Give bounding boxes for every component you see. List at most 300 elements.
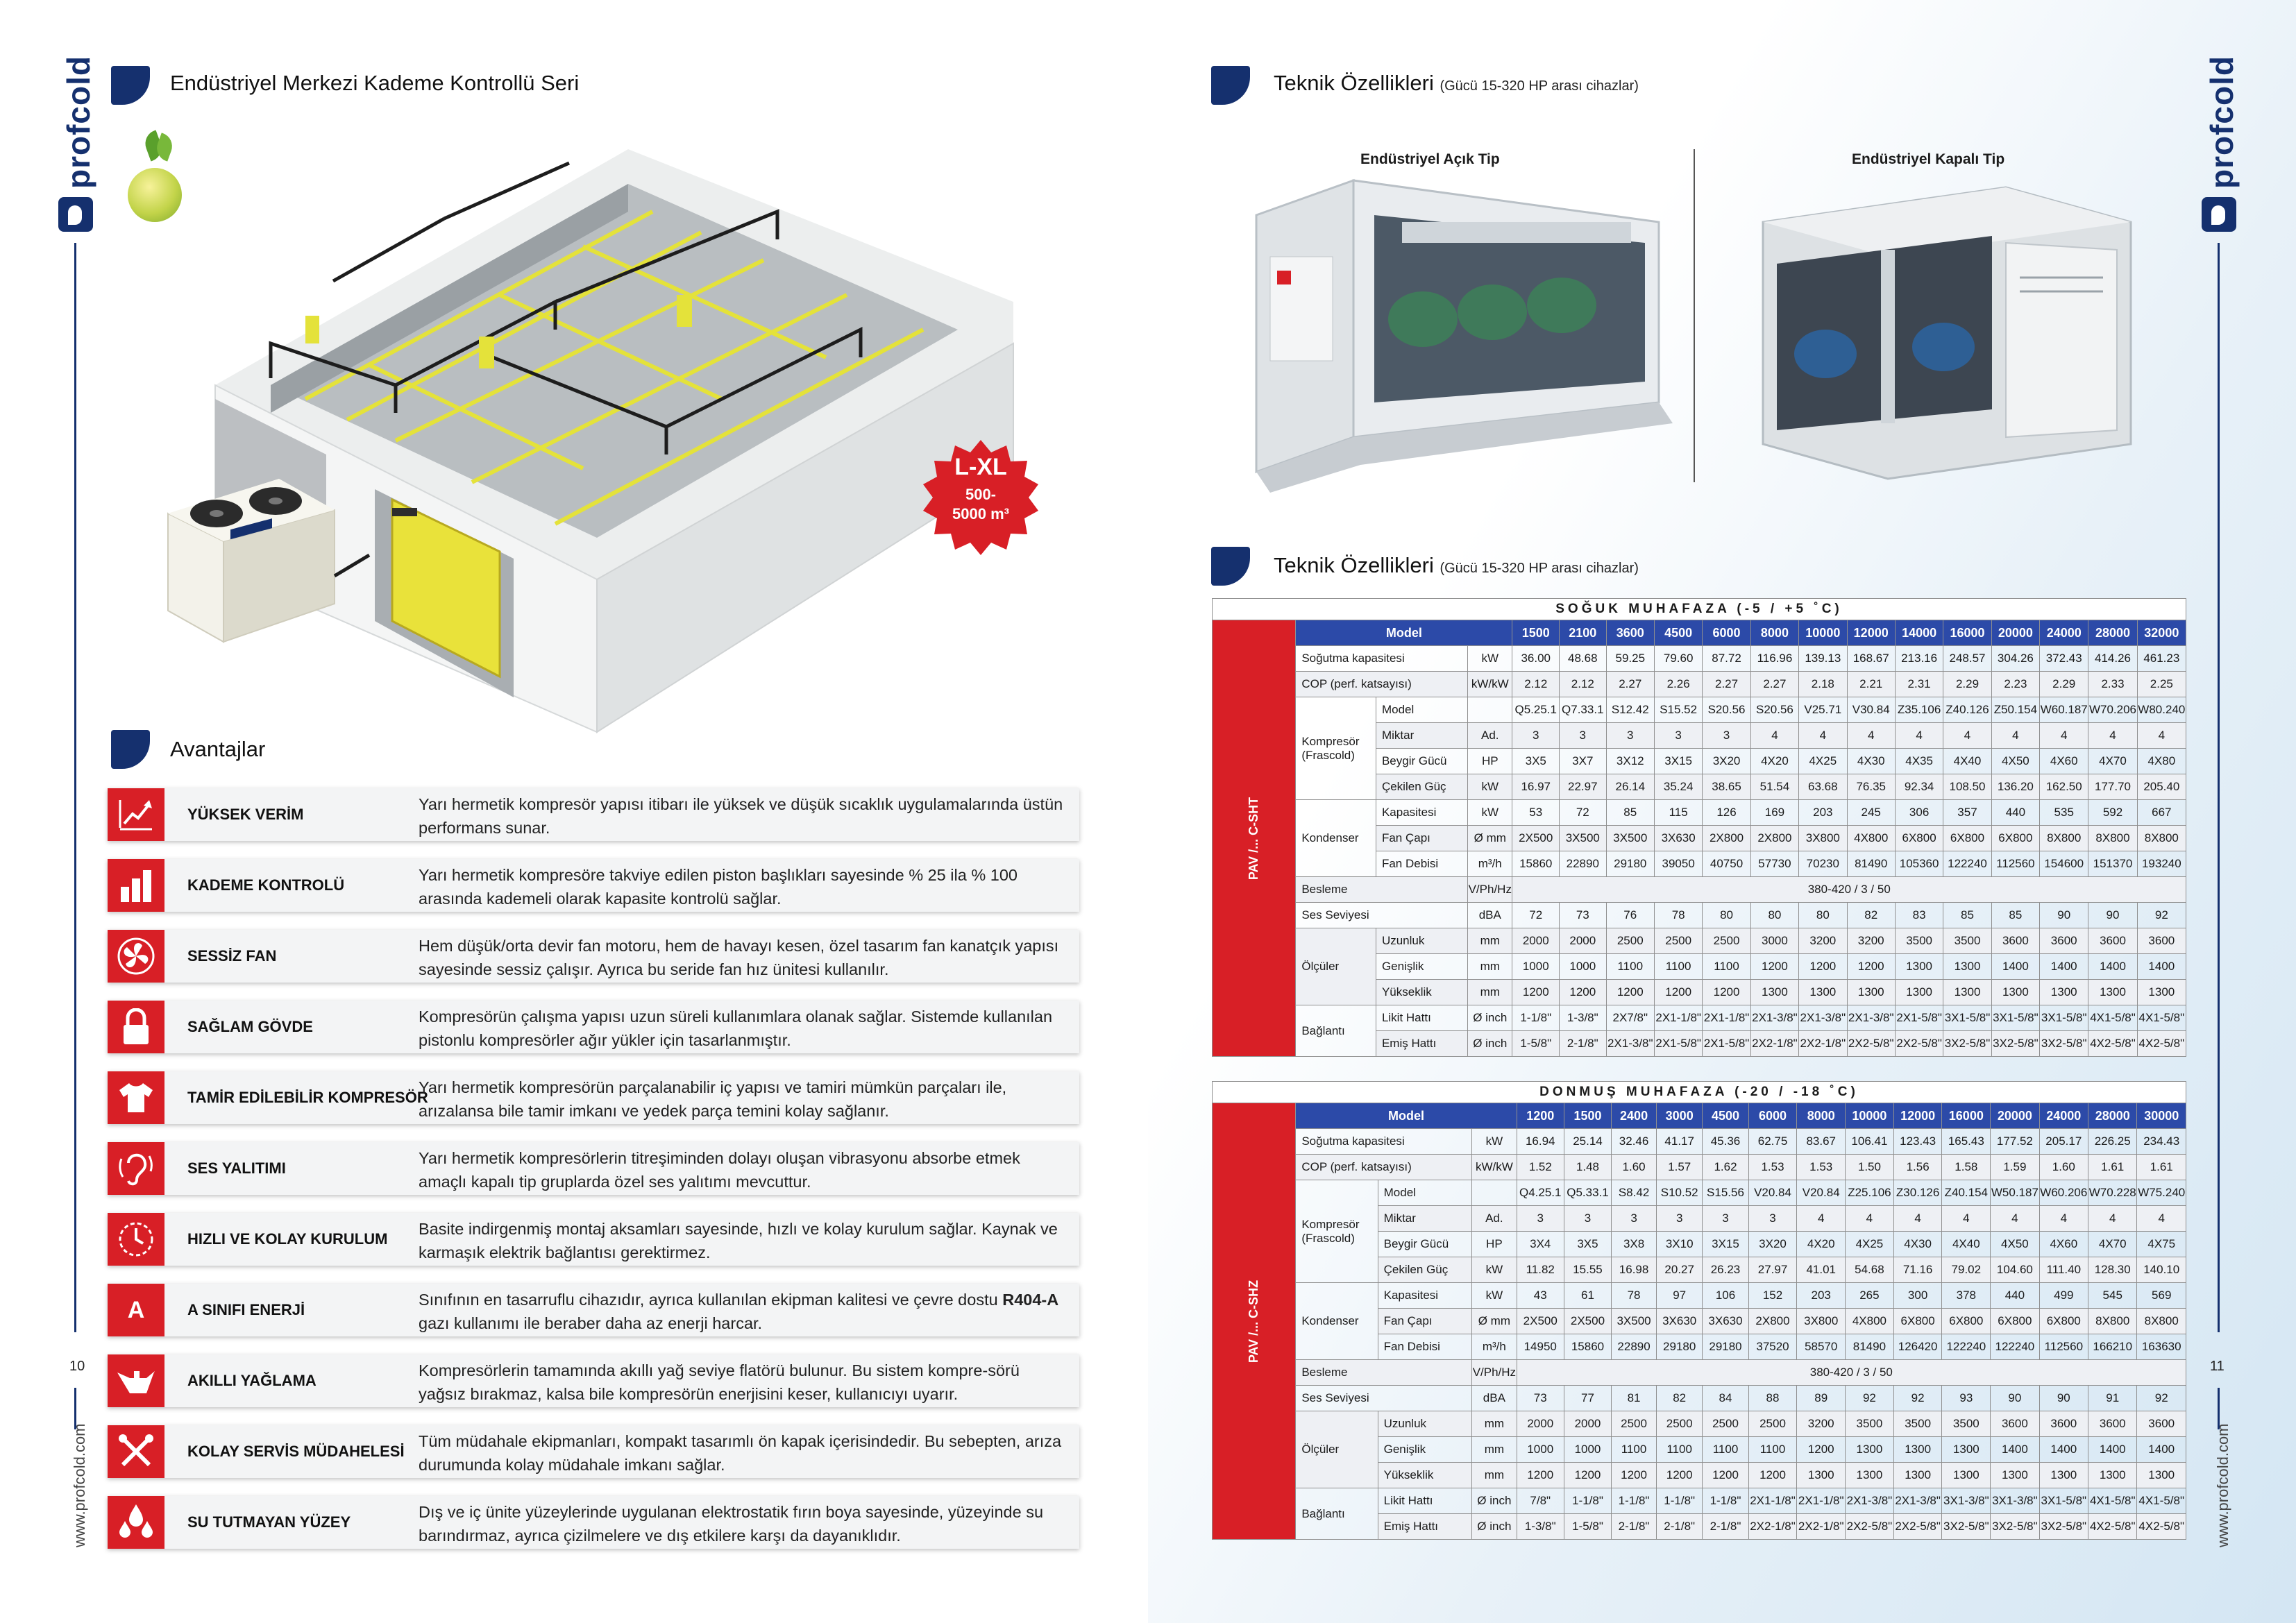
table-cell: 54.68	[1846, 1257, 1894, 1283]
table-cell: 3X500	[1612, 1309, 1657, 1334]
advantage-label: HIZLI VE KOLAY KURULUM	[187, 1230, 388, 1248]
table-cell: 4	[1991, 1206, 2039, 1232]
table-cell: 2X2-5/8"	[1893, 1514, 1942, 1540]
table-cell: 3600	[2137, 1411, 2186, 1437]
table-cell: 97	[1657, 1283, 1703, 1309]
table-cell: 4	[1895, 723, 1943, 749]
table-cell: 22.97	[1560, 774, 1607, 800]
row-group-label: Kondenser	[1296, 1283, 1378, 1360]
table-cell: 3500	[1942, 1411, 1991, 1437]
table-cell: 59.25	[1606, 646, 1654, 672]
table-cell: 1.61	[2088, 1155, 2137, 1180]
table-cell: 1300	[1846, 1463, 1894, 1488]
table-cell: Q4.25.1	[1517, 1180, 1564, 1206]
row-unit: dBA	[1472, 1386, 1517, 1411]
table-cell: 105360	[1895, 851, 1943, 877]
table-cell: 162.50	[2040, 774, 2088, 800]
table-cell: 2X800	[1703, 826, 1750, 851]
table-cell: 2.26	[1654, 672, 1702, 697]
table-cell: 3X630	[1654, 826, 1702, 851]
table-cell: 1100	[1657, 1437, 1703, 1463]
table-cell: 3	[1560, 723, 1607, 749]
table-cell: 3X800	[1797, 1309, 1846, 1334]
table-cell: 3	[1748, 1206, 1797, 1232]
table-cell: 15860	[1512, 851, 1560, 877]
model-column-header: 6000	[1748, 1103, 1797, 1129]
table-cell: 1-1/8"	[1657, 1488, 1703, 1514]
table-cell: 81	[1612, 1386, 1657, 1411]
model-column-header: 4500	[1703, 1103, 1748, 1129]
table-cell: 1200	[1750, 954, 1798, 980]
table-cell: 4X2-5/8"	[2088, 1031, 2137, 1057]
table-row	[1213, 1005, 2186, 1031]
table-cell: 1.58	[1942, 1155, 1991, 1180]
table-cell: 4X2-5/8"	[2137, 1514, 2186, 1540]
refrigerant-name: R404-A	[1002, 1291, 1059, 1309]
row-sublabel: Uzunluk	[1376, 928, 1467, 954]
model-column-header: 14000	[1895, 620, 1943, 646]
table-cell: 205.17	[2039, 1129, 2088, 1155]
table-row	[1213, 1488, 2186, 1514]
page-number-right: 11	[2210, 1359, 2225, 1374]
table-cell: 1300	[1943, 954, 1991, 980]
table-cell: 440	[1991, 1283, 2039, 1309]
table-row	[1213, 672, 2186, 697]
website-url-right: www.profcold.com	[2214, 1423, 2231, 1547]
table-cell: 3	[1564, 1206, 1611, 1232]
table-cell: 4X50	[1991, 1232, 2039, 1257]
table-cell: 80	[1703, 903, 1750, 928]
table-cell: 80	[1799, 903, 1847, 928]
table-cell: 1400	[1991, 1437, 2039, 1463]
table-cell: 76	[1606, 903, 1654, 928]
table-cell: 2X1-5/8"	[1895, 1005, 1943, 1031]
table-cell: 2000	[1517, 1411, 1564, 1437]
table-cell: 4X800	[1847, 826, 1895, 851]
table-cell: 2500	[1612, 1411, 1657, 1437]
table-cell: 372.43	[2040, 646, 2088, 672]
table-cell: 304.26	[1991, 646, 2039, 672]
table-cell: 3X15	[1654, 749, 1702, 774]
table-cell: 3X630	[1703, 1309, 1748, 1334]
tech-subtitle: (Gücü 15-320 HP arası cihazlar)	[1440, 78, 1639, 94]
table-cell: 1300	[1893, 1463, 1942, 1488]
table-cell: 3X2-5/8"	[1942, 1514, 1991, 1540]
table-header-row	[1213, 1103, 2186, 1129]
energy-a-letter: A	[127, 1296, 145, 1323]
table-cell: Z30.126	[1893, 1180, 1942, 1206]
row-sublabel: Fan Debisi	[1376, 851, 1467, 877]
table-cell: 1.60	[1612, 1155, 1657, 1180]
table-cell: 357	[1943, 800, 1991, 826]
table-cell: W70.228	[2088, 1180, 2137, 1206]
table-cell: 3200	[1797, 1411, 1846, 1437]
row-sublabel: Model	[1378, 1180, 1471, 1206]
table-cell: 166210	[2088, 1334, 2137, 1360]
row-unit: HP	[1468, 749, 1512, 774]
table-cell: 2.12	[1512, 672, 1560, 697]
row-sublabel: Kapasitesi	[1378, 1283, 1471, 1309]
table-cell: 4	[2137, 723, 2186, 749]
table-cell: 1.59	[1991, 1155, 2039, 1180]
table-cell: 92	[2137, 1386, 2186, 1411]
row-group-label: Ölçüler	[1296, 928, 1376, 1005]
table-cell: Q7.33.1	[1560, 697, 1607, 723]
table-cell: 3600	[2039, 1411, 2088, 1437]
table-cell: 1-5/8"	[1564, 1514, 1611, 1540]
table-row	[1213, 1386, 2186, 1411]
row-group-label: Kondenser	[1296, 800, 1376, 877]
table-cell: 122240	[1991, 1334, 2039, 1360]
table-cell: 4	[1847, 723, 1895, 749]
open-type-caption: Endüstriyel Açık Tip	[1360, 151, 1500, 167]
table-cell: W70.206	[2088, 697, 2137, 723]
table-cell: 1300	[2137, 980, 2186, 1005]
table-cell: 1300	[1991, 1463, 2039, 1488]
table-cell: 92.34	[1895, 774, 1943, 800]
row-unit: mm	[1472, 1463, 1517, 1488]
table-cell: Q5.25.1	[1512, 697, 1560, 723]
model-column-header: 10000	[1799, 620, 1847, 646]
table-cell: 85	[1943, 903, 1991, 928]
row-label: COP (perf. katsayısı)	[1296, 1155, 1472, 1180]
table-cell: 3500	[1943, 928, 1991, 954]
table-cell: 37520	[1748, 1334, 1797, 1360]
table-cell: 1300	[1942, 1437, 1991, 1463]
table-cell: 126	[1703, 800, 1750, 826]
table-row	[1213, 1360, 2186, 1386]
row-sublabel: Beygir Gücü	[1376, 749, 1467, 774]
table-cell: 378	[1942, 1283, 1991, 1309]
table-cell: 72	[1560, 800, 1607, 826]
table-cell: 1300	[1942, 1463, 1991, 1488]
table-cell: 4X800	[1846, 1309, 1894, 1334]
table-cell: Z35.106	[1895, 697, 1943, 723]
table-cell: 4X20	[1750, 749, 1798, 774]
table-cell: 139.13	[1799, 646, 1847, 672]
table-cell: 4X2-5/8"	[2088, 1514, 2137, 1540]
table-cell: 1400	[2040, 954, 2088, 980]
table-cell: 3X5	[1564, 1232, 1611, 1257]
advantage-desc: Kompresörün çalışma yapısı uzun süreli kullanımlara olanak sağlar. Sistemde kullanılan pistonlu kompresörler ağır yükler için tasarlanmıştır.	[419, 1008, 1053, 1049]
row-label: Soğutma kapasitesi	[1296, 1129, 1472, 1155]
table-header-row	[1213, 620, 2186, 646]
table-cell: 73	[1560, 903, 1607, 928]
table-cell: 4X25	[1846, 1232, 1894, 1257]
row-unit: kW	[1472, 1129, 1517, 1155]
table-cell: 2500	[1657, 1411, 1703, 1437]
row-group-label: Ölçüler	[1296, 1411, 1378, 1488]
table-cell: 2.27	[1750, 672, 1798, 697]
table-cell: 4X20	[1797, 1232, 1846, 1257]
table-row	[1213, 928, 2186, 954]
left-page-title: Endüstriyel Merkezi Kademe Kontrollü Seri	[170, 71, 580, 95]
energy-a-icon	[108, 1284, 164, 1336]
advantage-label: KOLAY SERVİS MÜDAHELESİ	[187, 1443, 405, 1460]
advantage-item	[108, 859, 1079, 912]
table-cell: 29180	[1703, 1334, 1748, 1360]
table-cell: 4X80	[2137, 749, 2186, 774]
table-cell: 2.25	[2137, 672, 2186, 697]
table-cell: 4	[1942, 1206, 1991, 1232]
table-cell: 306	[1895, 800, 1943, 826]
table-cell: 3500	[1846, 1411, 1894, 1437]
table-cell: 4	[2088, 1206, 2137, 1232]
table-cell: 2000	[1512, 928, 1560, 954]
table-cell: 4X1-5/8"	[2137, 1005, 2186, 1031]
row-sublabel: Miktar	[1378, 1206, 1471, 1232]
row-unit: kW/kW	[1472, 1155, 1517, 1180]
model-column-header: 3600	[1606, 620, 1654, 646]
table-cell: S20.56	[1703, 697, 1750, 723]
ear-icon	[108, 1142, 164, 1195]
row-label: Besleme	[1296, 1360, 1472, 1386]
row-span-value: 380-420 / 3 / 50	[1517, 1360, 2186, 1386]
water-drops-icon	[108, 1496, 164, 1549]
row-sublabel: Yükseklik	[1376, 980, 1467, 1005]
row-sublabel: Beygir Gücü	[1378, 1232, 1471, 1257]
table-cell: 1300	[2040, 980, 2088, 1005]
table-cell: 6X800	[1991, 1309, 2039, 1334]
row-unit: kW	[1472, 1257, 1517, 1283]
table-cell: 90	[2040, 903, 2088, 928]
table-cell: 205.40	[2137, 774, 2186, 800]
table-cell: S8.42	[1612, 1180, 1657, 1206]
advantage-label: AKILLI YAĞLAMA	[187, 1372, 316, 1389]
table-cell: 203	[1797, 1283, 1846, 1309]
model-column-header: 30000	[2137, 1103, 2186, 1129]
table-cell: 3500	[1895, 928, 1943, 954]
table-cell: 4X70	[2088, 1232, 2137, 1257]
table-cell: 248.57	[1943, 646, 1991, 672]
advantage-desc: Hem düşük/orta devir fan motoru, hem de havayı kesen, özel tasarım fan kanatçık yapısı sayesinde sessiz çalışır. Ayrıca bu seride fan hız ünitesi kullanılır.	[419, 937, 1059, 978]
table-cell: 4X75	[2137, 1232, 2186, 1257]
table-cell: 3	[1612, 1206, 1657, 1232]
row-unit: Ø inch	[1472, 1488, 1517, 1514]
row-unit: V/Ph/Hz	[1472, 1360, 1517, 1386]
table-cell: 1400	[2137, 954, 2186, 980]
model-column-header: 8000	[1750, 620, 1798, 646]
table-cell: 3000	[1750, 928, 1798, 954]
table-cell: 2X1-3/8"	[1846, 1488, 1894, 1514]
clock-icon	[108, 1213, 164, 1266]
table-cell: 1200	[1797, 1437, 1846, 1463]
table-cell: 15.55	[1564, 1257, 1611, 1283]
table-cell: 4X40	[1943, 749, 1991, 774]
table-cell: 2X2-1/8"	[1797, 1514, 1846, 1540]
row-sublabel: Model	[1376, 697, 1467, 723]
row-unit: kW	[1468, 800, 1512, 826]
table-cell: 2000	[1560, 928, 1607, 954]
table-cell: 592	[2088, 800, 2137, 826]
model-column-header: 24000	[2039, 1103, 2088, 1129]
advantage-label: SU TUTMAYAN YÜZEY	[187, 1513, 351, 1531]
table-cell: V30.84	[1847, 697, 1895, 723]
brand-name-right: profcold	[2204, 56, 2240, 189]
table-cell: 20.27	[1657, 1257, 1703, 1283]
table-cell: 112560	[2039, 1334, 2088, 1360]
row-sublabel: Uzunluk	[1378, 1411, 1471, 1437]
table-cell: V20.84	[1797, 1180, 1846, 1206]
table-cell: 82	[1847, 903, 1895, 928]
row-unit	[1472, 1180, 1517, 1206]
advantage-item	[108, 1425, 1079, 1478]
table-row	[1213, 1411, 2186, 1437]
table-cell: 193240	[2137, 851, 2186, 877]
table-cell: 16.98	[1612, 1257, 1657, 1283]
model-header: Model	[1296, 1103, 1517, 1129]
table-cell: 26.23	[1703, 1257, 1748, 1283]
table-cell: 128.30	[2088, 1257, 2137, 1283]
table-cell: 1.53	[1748, 1155, 1797, 1180]
table-cell: 11.82	[1517, 1257, 1564, 1283]
table-row	[1213, 1129, 2186, 1155]
row-label: Besleme	[1296, 877, 1468, 903]
table-cell: 2X2-1/8"	[1748, 1514, 1797, 1540]
row-group-label: Bağlantı	[1296, 1005, 1376, 1057]
table-cell: 89	[1797, 1386, 1846, 1411]
table-cell: 154600	[2040, 851, 2088, 877]
table-cell: 123.43	[1893, 1129, 1942, 1155]
table-cell: 177.52	[1991, 1129, 2039, 1155]
table-cell: 1.57	[1657, 1155, 1703, 1180]
table-cell: 3X630	[1657, 1309, 1703, 1334]
table-cell: 79.02	[1942, 1257, 1991, 1283]
table-cell: 3X2-5/8"	[1943, 1031, 1991, 1057]
model-column-header: 24000	[2040, 620, 2088, 646]
table-cell: 4X1-5/8"	[2088, 1005, 2137, 1031]
table-cell: 29180	[1606, 851, 1654, 877]
table-cell: Z40.126	[1943, 697, 1991, 723]
model-header: Model	[1296, 620, 1512, 646]
table-cell: 2-1/8"	[1612, 1514, 1657, 1540]
table-cell: 22890	[1612, 1334, 1657, 1360]
table-cell: 1300	[1991, 980, 2039, 1005]
table-cell: 3X2-5/8"	[2039, 1514, 2088, 1540]
table-cell: 1200	[1748, 1463, 1797, 1488]
table-cell: 3	[1654, 723, 1702, 749]
table-cell: 81490	[1846, 1334, 1894, 1360]
row-sublabel: Genişlik	[1376, 954, 1467, 980]
model-column-header: 20000	[1991, 620, 2039, 646]
table-cell: 1.62	[1703, 1155, 1748, 1180]
row-label: Ses Seviyesi	[1296, 1386, 1472, 1411]
table-cell: 3X1-5/8"	[2039, 1488, 2088, 1514]
table-cell: 2000	[1564, 1411, 1611, 1437]
row-unit: kW	[1468, 646, 1512, 672]
row-unit: mm	[1468, 980, 1512, 1005]
table-row	[1213, 1155, 2186, 1180]
table-cell: 2500	[1703, 1411, 1748, 1437]
table-cell: 71.16	[1893, 1257, 1942, 1283]
table-cell: 4	[2088, 723, 2137, 749]
table-cell: 265	[1846, 1283, 1894, 1309]
table-cell: 2X2-1/8"	[1750, 1031, 1798, 1057]
table-cell: W60.187	[2040, 697, 2088, 723]
table-cell: 4X60	[2039, 1232, 2088, 1257]
table-cell: 122240	[1942, 1334, 1991, 1360]
frozen-storage-spec-table	[1212, 1081, 2186, 1540]
table-cell: 1.56	[1893, 1155, 1942, 1180]
table-row	[1213, 1283, 2186, 1309]
row-sublabel: Fan Debisi	[1378, 1334, 1471, 1360]
table-cell: 3600	[2088, 1411, 2137, 1437]
model-column-header: 8000	[1797, 1103, 1846, 1129]
table-cell: 27.97	[1748, 1257, 1797, 1283]
table-cell: 6X800	[1895, 826, 1943, 851]
table-cell: 4X60	[2040, 749, 2088, 774]
table-cell: 29180	[1657, 1334, 1703, 1360]
model-column-header: 12000	[1893, 1103, 1942, 1129]
table-cell: 1300	[1799, 980, 1847, 1005]
table-cell: 116.96	[1750, 646, 1798, 672]
table-cell: 2X1-3/8"	[1799, 1005, 1847, 1031]
table-cell: 32.46	[1612, 1129, 1657, 1155]
table-cell: 1300	[1750, 980, 1798, 1005]
row-label: COP (perf. katsayısı)	[1296, 672, 1468, 697]
table-cell: 163630	[2137, 1334, 2186, 1360]
table-cell: 4	[1943, 723, 1991, 749]
oil-can-icon	[108, 1354, 164, 1407]
table-cell: 2X800	[1750, 826, 1798, 851]
table-cell: 2.33	[2088, 672, 2137, 697]
table-cell: 3X10	[1657, 1232, 1703, 1257]
table-cell: 569	[2137, 1283, 2186, 1309]
side-label	[1213, 620, 1296, 1057]
table-cell: 26.14	[1606, 774, 1654, 800]
model-column-header: 3000	[1657, 1103, 1703, 1129]
table-cell: 51.54	[1750, 774, 1798, 800]
table-cell: 152	[1748, 1283, 1797, 1309]
model-column-header: 16000	[1942, 1103, 1991, 1129]
table-cell: 2X7/8"	[1606, 1005, 1654, 1031]
table-cell: 2.29	[2040, 672, 2088, 697]
table-cell: 3X5	[1512, 749, 1560, 774]
table-cell: 2X500	[1512, 826, 1560, 851]
advantage-label: A SINIFI ENERJİ	[187, 1301, 305, 1318]
model-column-header: 6000	[1703, 620, 1750, 646]
table-cell: 3200	[1847, 928, 1895, 954]
table-cell: 90	[2088, 903, 2137, 928]
tech-subtitle-2: (Gücü 15-320 HP arası cihazlar)	[1440, 561, 1639, 576]
advantage-item	[108, 1213, 1079, 1266]
table-cell: 85	[1991, 903, 2039, 928]
table-cell: 6X800	[1991, 826, 2039, 851]
table-cell: 8X800	[2137, 1309, 2186, 1334]
table-cell: 213.16	[1895, 646, 1943, 672]
table-cell: 3X4	[1517, 1232, 1564, 1257]
table-row	[1213, 903, 2186, 928]
row-unit: kW/kW	[1468, 672, 1512, 697]
table-cell: 2X1-1/8"	[1748, 1488, 1797, 1514]
brand-name: profcold	[60, 56, 96, 189]
table-cell: 112560	[1991, 851, 2039, 877]
table-cell: 300	[1893, 1283, 1942, 1309]
table-cell: 63.68	[1799, 774, 1847, 800]
cold-storage-spec-table	[1212, 598, 2186, 1057]
table-cell: 1.53	[1797, 1155, 1846, 1180]
badge-range-1: 500-	[965, 486, 997, 503]
advantage-item	[108, 930, 1079, 983]
table-cell: Z50.154	[1991, 697, 2039, 723]
table-cell: 1300	[1895, 954, 1943, 980]
row-sublabel: Likit Hattı	[1378, 1488, 1471, 1514]
row-sublabel: Likit Hattı	[1376, 1005, 1467, 1031]
row-label: Ses Seviyesi	[1296, 903, 1468, 928]
tech-title-2: Teknik Özellikleri (Gücü 15-320 HP arası cihazlar)	[1274, 553, 1639, 577]
table-cell: 2X1-1/8"	[1654, 1005, 1702, 1031]
advantage-label: SAĞLAM GÖVDE	[187, 1018, 313, 1035]
